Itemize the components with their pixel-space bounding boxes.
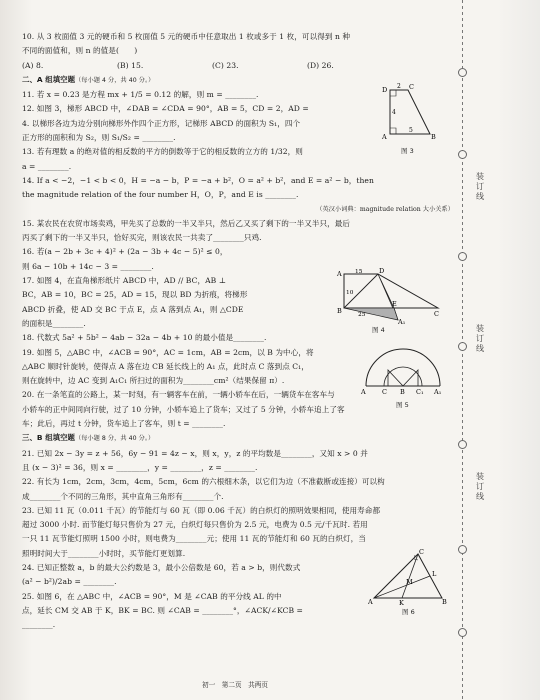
q21-line1: 21. 已知 2x − 3y = z + 56，6y − 91 = 4z − x，则 x，y，z 的平均数是________，又知 x > 0 并 — [22, 448, 368, 458]
q10-option-a: (A) 8. — [22, 60, 44, 70]
binding-margin — [462, 0, 502, 700]
q14-note: （英汉小词典：magnitude relation 大小关系） — [316, 205, 454, 213]
page-footer: 初一 第二页 共两页 — [202, 681, 268, 689]
figure-3-caption: 图 3 — [401, 147, 414, 155]
figure-5-rotation — [360, 342, 446, 400]
binding-label: 装订线 — [476, 172, 484, 201]
binding-hole-icon — [458, 342, 467, 351]
q10-options — [22, 59, 454, 73]
fig4-len-bc: 25 — [358, 312, 366, 318]
q23-line4: 照明时间大于________小时时，买节能灯更划算. — [22, 548, 186, 558]
fig5-label-a1: A₁ — [434, 388, 442, 396]
fig5-label-b: B — [400, 388, 405, 396]
fig6-label-b: B — [442, 598, 447, 606]
fig5-label-c1: C₁ — [416, 388, 424, 396]
q20-line3: 车；此后，再过 t 分钟，货车追上了客车，则 t = ________. — [22, 419, 226, 429]
q23-line1: 23. 已知 11 瓦（0.011 千瓦）的节能灯与 60 瓦（即 0.06 千瓦）的白炽灯的照明效果相同，使用寿命都 — [22, 505, 381, 515]
fig5-label-c: C — [382, 388, 387, 396]
fig6-label-c: C — [419, 548, 424, 556]
fig4-label-a: A — [337, 270, 342, 278]
figure-5-caption: 图 5 — [396, 401, 409, 409]
q21-line2: 且 (x − 3)² = 36，则 x = ________，y = ________，z = ________. — [22, 462, 258, 472]
binding-hole-icon — [458, 252, 467, 261]
q15-line2: 丙买了剩下的一半又半只，恰好买完，则该农民一共卖了________只鸡. — [22, 233, 262, 243]
q19-line1: 19. 如图 5，△ABC 中，∠ACB = 90°，AC = 1cm，AB = 2cm，以 B 为中心，将 — [22, 347, 314, 357]
fig6-label-a: A — [368, 598, 373, 606]
fig4-len-ab: 10 — [346, 290, 354, 296]
binding-hole-icon — [458, 150, 467, 159]
q13-line2: a = ________. — [22, 161, 72, 171]
q18: 18. 代数式 5a² + 5b² − 4ab − 32a − 4b + 10 的最小值是________. — [22, 333, 267, 343]
q19-line3: 则在旋转中，边 AC 变到 A₁C₁ 所扫过的面积为________cm²（结果保留 π）. — [22, 376, 285, 386]
fig6-label-l: L — [432, 570, 437, 578]
fig4-label-c: C — [434, 310, 439, 318]
section-a-title: 二、A 组填空题 — [22, 74, 76, 84]
q15-line1: 15. 某农民在农贸市场卖鸡，甲先买了总数的一半又半只，然后乙又买了剩下的一半又半只，最后 — [22, 218, 351, 228]
fig4-label-d: D — [379, 268, 385, 275]
q10-option-b: (B) 15. — [117, 60, 144, 70]
q12-line1: 12. 如图 3，梯形 ABCD 中，∠DAB = ∠CDA = 90°，AB = 5，CD = 2，AD = — [22, 104, 309, 114]
q17-line3: ABCD 折叠，使 AD 交 BC 于点 E，点 A 落到点 A₁，则 △CDE — [22, 304, 244, 314]
q16-line2: 则 6a − 10b + 14c − 3 = ________. — [22, 261, 154, 271]
binding-label: 装订线 — [476, 324, 484, 353]
fig3-label-c: C — [409, 83, 414, 91]
q13-line1: 13. 若有理数 a 的绝对值的相反数的平方的倒数等于它的相反数的立方的 1/32，则 — [22, 147, 303, 157]
fig4-len-ad: 15 — [355, 269, 363, 275]
q11: 11. 若 x = 0.23 是方程 mx + 1/5 = 0.12 的解，则 m = ________. — [22, 90, 259, 100]
section-b-title: 三、B 组填空题 — [22, 433, 75, 443]
q10-line2: 不同的面值和，则 n 的值是( ) — [22, 46, 138, 56]
q22-line1: 22. 有长为 1cm，2cm，3cm，4cm，5cm，6cm 的六根细木条，以它们为边（不准截断或连接）可以构 — [22, 477, 385, 487]
q12-line3: 正方形的面积和为 S₂，则 S₁/S₂ = ________. — [22, 133, 176, 143]
binding-label: 装订线 — [476, 472, 484, 501]
fig3-len-ad: 4 — [392, 109, 396, 116]
q24-line1: 24. 已知正整数 a，b 的最大公约数是 3，最小公倍数是 60，若 a > b，则代数式 — [22, 562, 301, 572]
q17-line1: 17. 如图 4，在直角梯形纸片 ABCD 中，AD // BC，AB ⊥ — [22, 276, 226, 286]
q14-line2: the magnitude relation of the four number H，O，P，and E is ________. — [22, 190, 299, 200]
figure-6-triangle — [368, 548, 450, 606]
q12-line2: 4. 以梯形各边为边分别向梯形外作四个正方形，记梯形 ABCD 的面积为 S₁，四个 — [22, 118, 301, 128]
binding-hole-icon — [458, 628, 467, 637]
q14-line1: 14. If a < −2，−1 < b < 0，H = −a − b，P = −a + b²，O = a² + b²，and E = a² − b，then — [22, 175, 374, 185]
fig4-label-e: E — [392, 300, 397, 308]
q25-line2: 点，延长 CM 交 AB 于 K，BK = BC. 则 ∠CAB = ________°，∠ACK/∠KCB = — [22, 605, 303, 615]
q19-line2: △ABC 顺时针旋转，使得点 A 落在边 CB 延长线上的 A₁ 点，此时点 C 落到点 C₁， — [22, 361, 309, 371]
figure-4-folded-trapezoid — [334, 268, 442, 324]
binding-hole-icon — [458, 68, 467, 77]
binding-hole-icon — [458, 545, 467, 554]
q17-line2: BC，AB = 10，BC = 25，AD = 15，现以 BD 为折痕，将梯形 — [22, 290, 248, 300]
q23-line3: 一只 11 瓦节能灯照明 1500 小时，则电费为________元；使用 11 瓦的节能灯和 60 瓦的白炽灯，当 — [22, 534, 366, 544]
fig6-label-k: K — [399, 599, 404, 606]
q10-option-c: (C) 23. — [212, 60, 239, 70]
fig3-label-a: A — [382, 133, 387, 141]
q25-line3: ________. — [22, 620, 56, 630]
fig4-label-b: B — [337, 307, 342, 315]
q16-line1: 16. 若(a − 2b + 3c + 4)² + (2a − 3b + 4c − 5)² ≤ 0， — [22, 247, 228, 257]
fig6-label-m: M — [406, 578, 413, 586]
fig3-len-ab: 5 — [409, 127, 413, 134]
binding-hole-icon — [458, 440, 467, 449]
q20-line2: 小轿车的正中间同向行驶，过了 10 分钟，小轿车追上了货车；又过了 5 分钟，小轿车追上了客 — [22, 404, 345, 414]
section-b-heading — [22, 431, 454, 446]
q23-line2: 超过 3000 小时. 而节能灯每只售价为 27 元，白炽灯每只售价为 2.5 元，电费为 0.5 元/千瓦时. 若用 — [22, 520, 368, 530]
section-a-note: （每小题 4 分，共 40 分。） — [75, 76, 155, 84]
fig3-len-cd: 2 — [397, 83, 401, 90]
fig3-label-d: D — [382, 86, 388, 94]
q10-line1: 10. 从 3 枚面值 3 元的硬币和 5 枚面值 5 元的硬币中任意取出 1 枚或多于 1 枚，可以得到 n 种 — [22, 32, 351, 41]
q25-line1: 25. 如图 6，在 △ABC 中，∠ACB = 90°，M 是 ∠CAB 的平分线 AL 的中 — [22, 591, 282, 601]
q20-line1: 20. 在一条笔直的公路上，某一时刻，有一辆客车在前，一辆小轿车在后，一辆货车在客车与 — [22, 390, 335, 400]
figure-6-caption: 图 6 — [402, 608, 415, 616]
q24-line2: (a² − b²)/2ab = ________. — [22, 577, 117, 587]
q22-line2: 成________个不同的三角形，其中直角三角形有________个. — [22, 491, 224, 501]
fig3-label-b: B — [431, 133, 436, 141]
q17-line4: 的面积是________. — [22, 318, 86, 328]
section-b-note: （每小题 8 分，共 40 分。） — [74, 435, 155, 443]
fig4-label-a1: A₁ — [398, 318, 406, 324]
fig5-label-a: A — [361, 388, 366, 396]
figure-4-caption: 图 4 — [372, 326, 385, 334]
q10-option-d: (D) 26. — [307, 60, 334, 70]
figure-3-trapezoid — [378, 82, 448, 144]
